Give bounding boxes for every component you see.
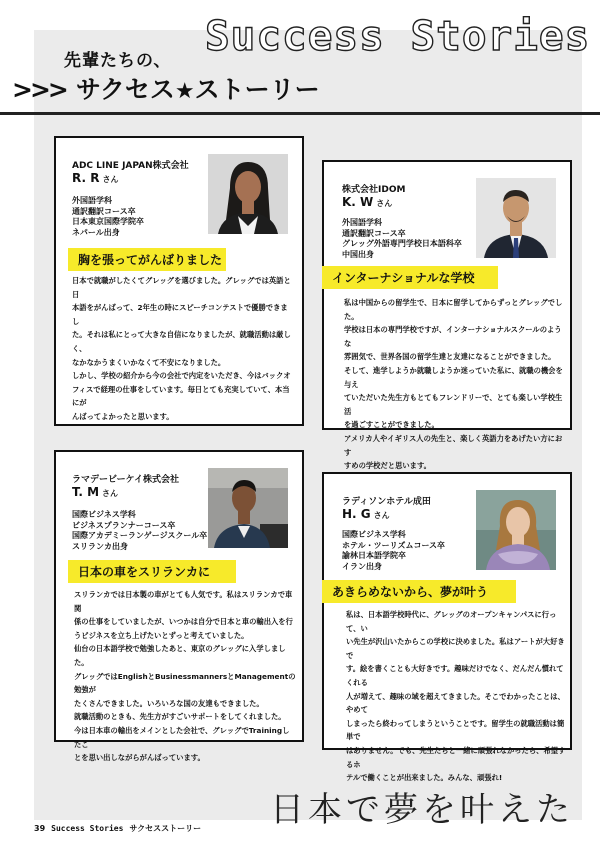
footer-label-english: Success Stories (51, 824, 124, 833)
story-card-3 (54, 450, 304, 763)
story-body: 私は中国からの留学生で、日本に留学してからずっとグレッグでした。 学校は日本の専門学校ですが、インターナショナルスクールのような 雰囲気で、世界各国の留学生達と友達になることができました。 そして、進学しようか就職しようか迷っていた私に、就職の機会を与え ていただいた先生方もとてもフレンドリーで、とても楽しい学校生活 を過ごすことができました。 アメリカ人やイギリス人の先生と、楽しく英語力をあげたい方におす すめの学校だと思います。 (344, 298, 563, 471)
story-card-1 (54, 136, 304, 426)
story-heading: インターナショナルな学校 (322, 266, 498, 289)
story-card-4 (322, 472, 572, 783)
title-japanese-part2: ストーリー (194, 75, 320, 104)
story-heading: 日本の車をスリランカに (68, 560, 236, 583)
company-name: ラディソンホテル成田 (342, 497, 431, 507)
story-heading: あきらめないから、夢が叶う (322, 580, 516, 603)
page-number: 39 (34, 824, 46, 833)
triple-chevron-icon: >>> (12, 75, 66, 104)
profile-info: 外国語学科 通訳翻訳コース卒 日本東京国際学院卒 ネパール出身 (72, 196, 144, 237)
footer-big-text: 日本で夢を叶えた (270, 790, 574, 830)
story-body: 私は、日本語学校時代に、グレッグのオープンキャンパスに行って、い い先生が沢山いたからこの学校に決めました。私はアートが大好きで す。絵を書くことも大好きです。趣味だけでなく、だんだん慣れてくれる 人が増えて、趣味の域を超えてきました。そこでわかったことは、やめて しまったら終わってしまうということです。留学生の就職活動は簡単で はありません。でも、先生たちと一緒に頑張れなかったら、希望するホ テルで働くことが出来ました。みんな、頑張れ! (346, 610, 566, 783)
portrait-photo (208, 468, 288, 548)
title-japanese-part1: サクセス (75, 75, 175, 104)
person-name: T. M さん (72, 485, 119, 499)
portrait-photo (476, 178, 556, 258)
person-name: K. W さん (342, 195, 393, 209)
profile-info: 外国語学科 通訳翻訳コース卒 グレッグ外語専門学校日本語科卒 中国出身 (342, 218, 462, 259)
title-prefix: 先輩たちの、 (64, 51, 172, 71)
portrait-photo (476, 490, 556, 570)
story-body: 日本で就職がしたくてグレッグを選びました。グレッグでは英語と日 本語をがんばって、2年生の時にスピーチコンテストで優勝できまし た。それは私にとって大きな自信になりましたが、就職活動は厳しく、 なかなかうまくいかなくて不安になりました。 しかし、学校の紹介から今の会社で内定をいただき、今はバックオ フィスで経理の仕事をしています。毎日とても充実していて、本当にが んばってよかったと思います。 (72, 276, 291, 421)
title-english: Success Stories (205, 12, 591, 60)
person-name: H. G さん (342, 507, 390, 521)
portrait-photo (208, 154, 288, 234)
header-rule (0, 112, 600, 115)
profile-info: 国際ビジネス学科 ビジネスプランナーコース卒 国際アカデミーランゲージスクール卒 スリランカ出身 (72, 510, 208, 551)
story-card-2 (322, 160, 572, 471)
footer-label-japanese: サクセスストーリー (129, 824, 202, 833)
company-name: ADC LINE JAPAN株式会社 (72, 161, 189, 171)
story-body: スリランカでは日本製の車がとても人気です。私はスリランカで車関 係の仕事をしていましたが、いつかは自分で日本と車の輸出入を行 うビジネスを立ち上げたいとずっと考えていました。 仙台の日本語学校で勉強したあと、東京のグレッグに入学しました。 グレッグではEnglishとBusinessmannersとManagementの勉強が たくさんできました。いろいろな国の友達もできました。 就職活動のときも、先生方がすごいサポートをしてくれました。 今は日本車の輸出をメインとした会社で、グレッグでTrainingしたこ とを思い出しながらがんばっています。 (74, 590, 296, 763)
person-name: R. R さん (72, 171, 119, 185)
title-japanese (12, 70, 320, 106)
story-heading: 胸を張ってがんばりました (68, 248, 226, 271)
profile-info: 国際ビジネス学科 ホテル・ツーリズムコース卒 諭林日本語学院卒 イラン出身 (342, 530, 446, 571)
company-name: 株式会社IDOM (342, 185, 406, 195)
star-icon: ★ (174, 79, 195, 104)
footer-label (34, 823, 201, 834)
company-name: ラマデービーケイ株式会社 (72, 475, 180, 485)
